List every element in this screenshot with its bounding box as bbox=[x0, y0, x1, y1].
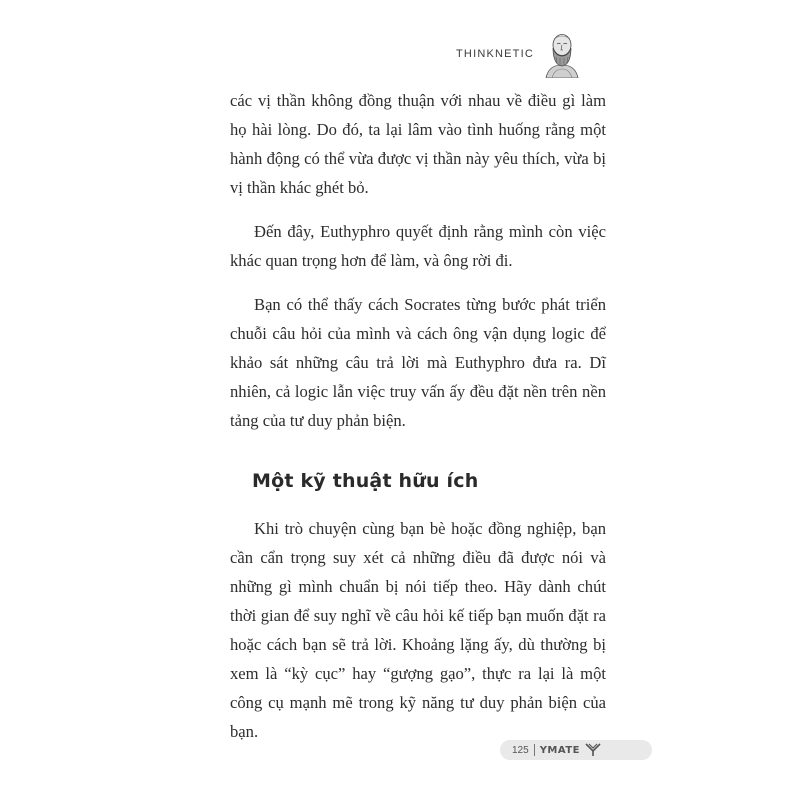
socrates-bust-icon bbox=[542, 30, 582, 78]
page-body bbox=[230, 86, 606, 761]
paragraph: các vị thần không đồng thuận với nhau về điều gì làm họ hài lòng. Do đó, ta lại lâm vào tình huống rằng một hành động có thể vừa được vị thần này yêu thích, vừa bị vị thần khác ghét bỏ. bbox=[230, 91, 606, 197]
ymate-logo-icon bbox=[585, 743, 601, 757]
page-footer bbox=[500, 740, 652, 760]
section-heading: Một kỹ thuật hữu ích bbox=[252, 470, 479, 492]
page-number: 125 bbox=[512, 744, 529, 756]
header-label: THINKNETIC bbox=[456, 48, 534, 60]
running-header bbox=[456, 30, 582, 78]
brand-label: YMATE bbox=[539, 744, 580, 756]
footer-divider bbox=[534, 744, 535, 756]
paragraph: Khi trò chuyện cùng bạn bè hoặc đồng nghiệp, bạn cần cẩn trọng suy xét cả những điều đã được nói và những gì mình chuẩn bị nói tiếp theo. Hãy dành chút thời gian để suy nghĩ về câu hỏi kế tiếp bạn muốn đặt ra hoặc cách bạn sẽ trả lời. Khoảng lặng ấy, dù thường bị xem là “kỳ cục” hay “gượng gạo”, thực ra lại là một công cụ mạnh mẽ trong kỹ năng tư duy phản biện của bạn. bbox=[230, 519, 606, 741]
paragraph: Đến đây, Euthyphro quyết định rằng mình còn việc khác quan trọng hơn để làm, và ông rời đi. bbox=[230, 222, 606, 270]
paragraph: Bạn có thể thấy cách Socrates từng bước phát triển chuỗi câu hỏi của mình và cách ông vận dụng logic để khảo sát những câu trả lời mà Euthyphro đưa ra. Dĩ nhiên, cả logic lẫn việc truy vấn ấy đều đặt nền trên nền tảng của tư duy phản biện. bbox=[230, 295, 606, 430]
